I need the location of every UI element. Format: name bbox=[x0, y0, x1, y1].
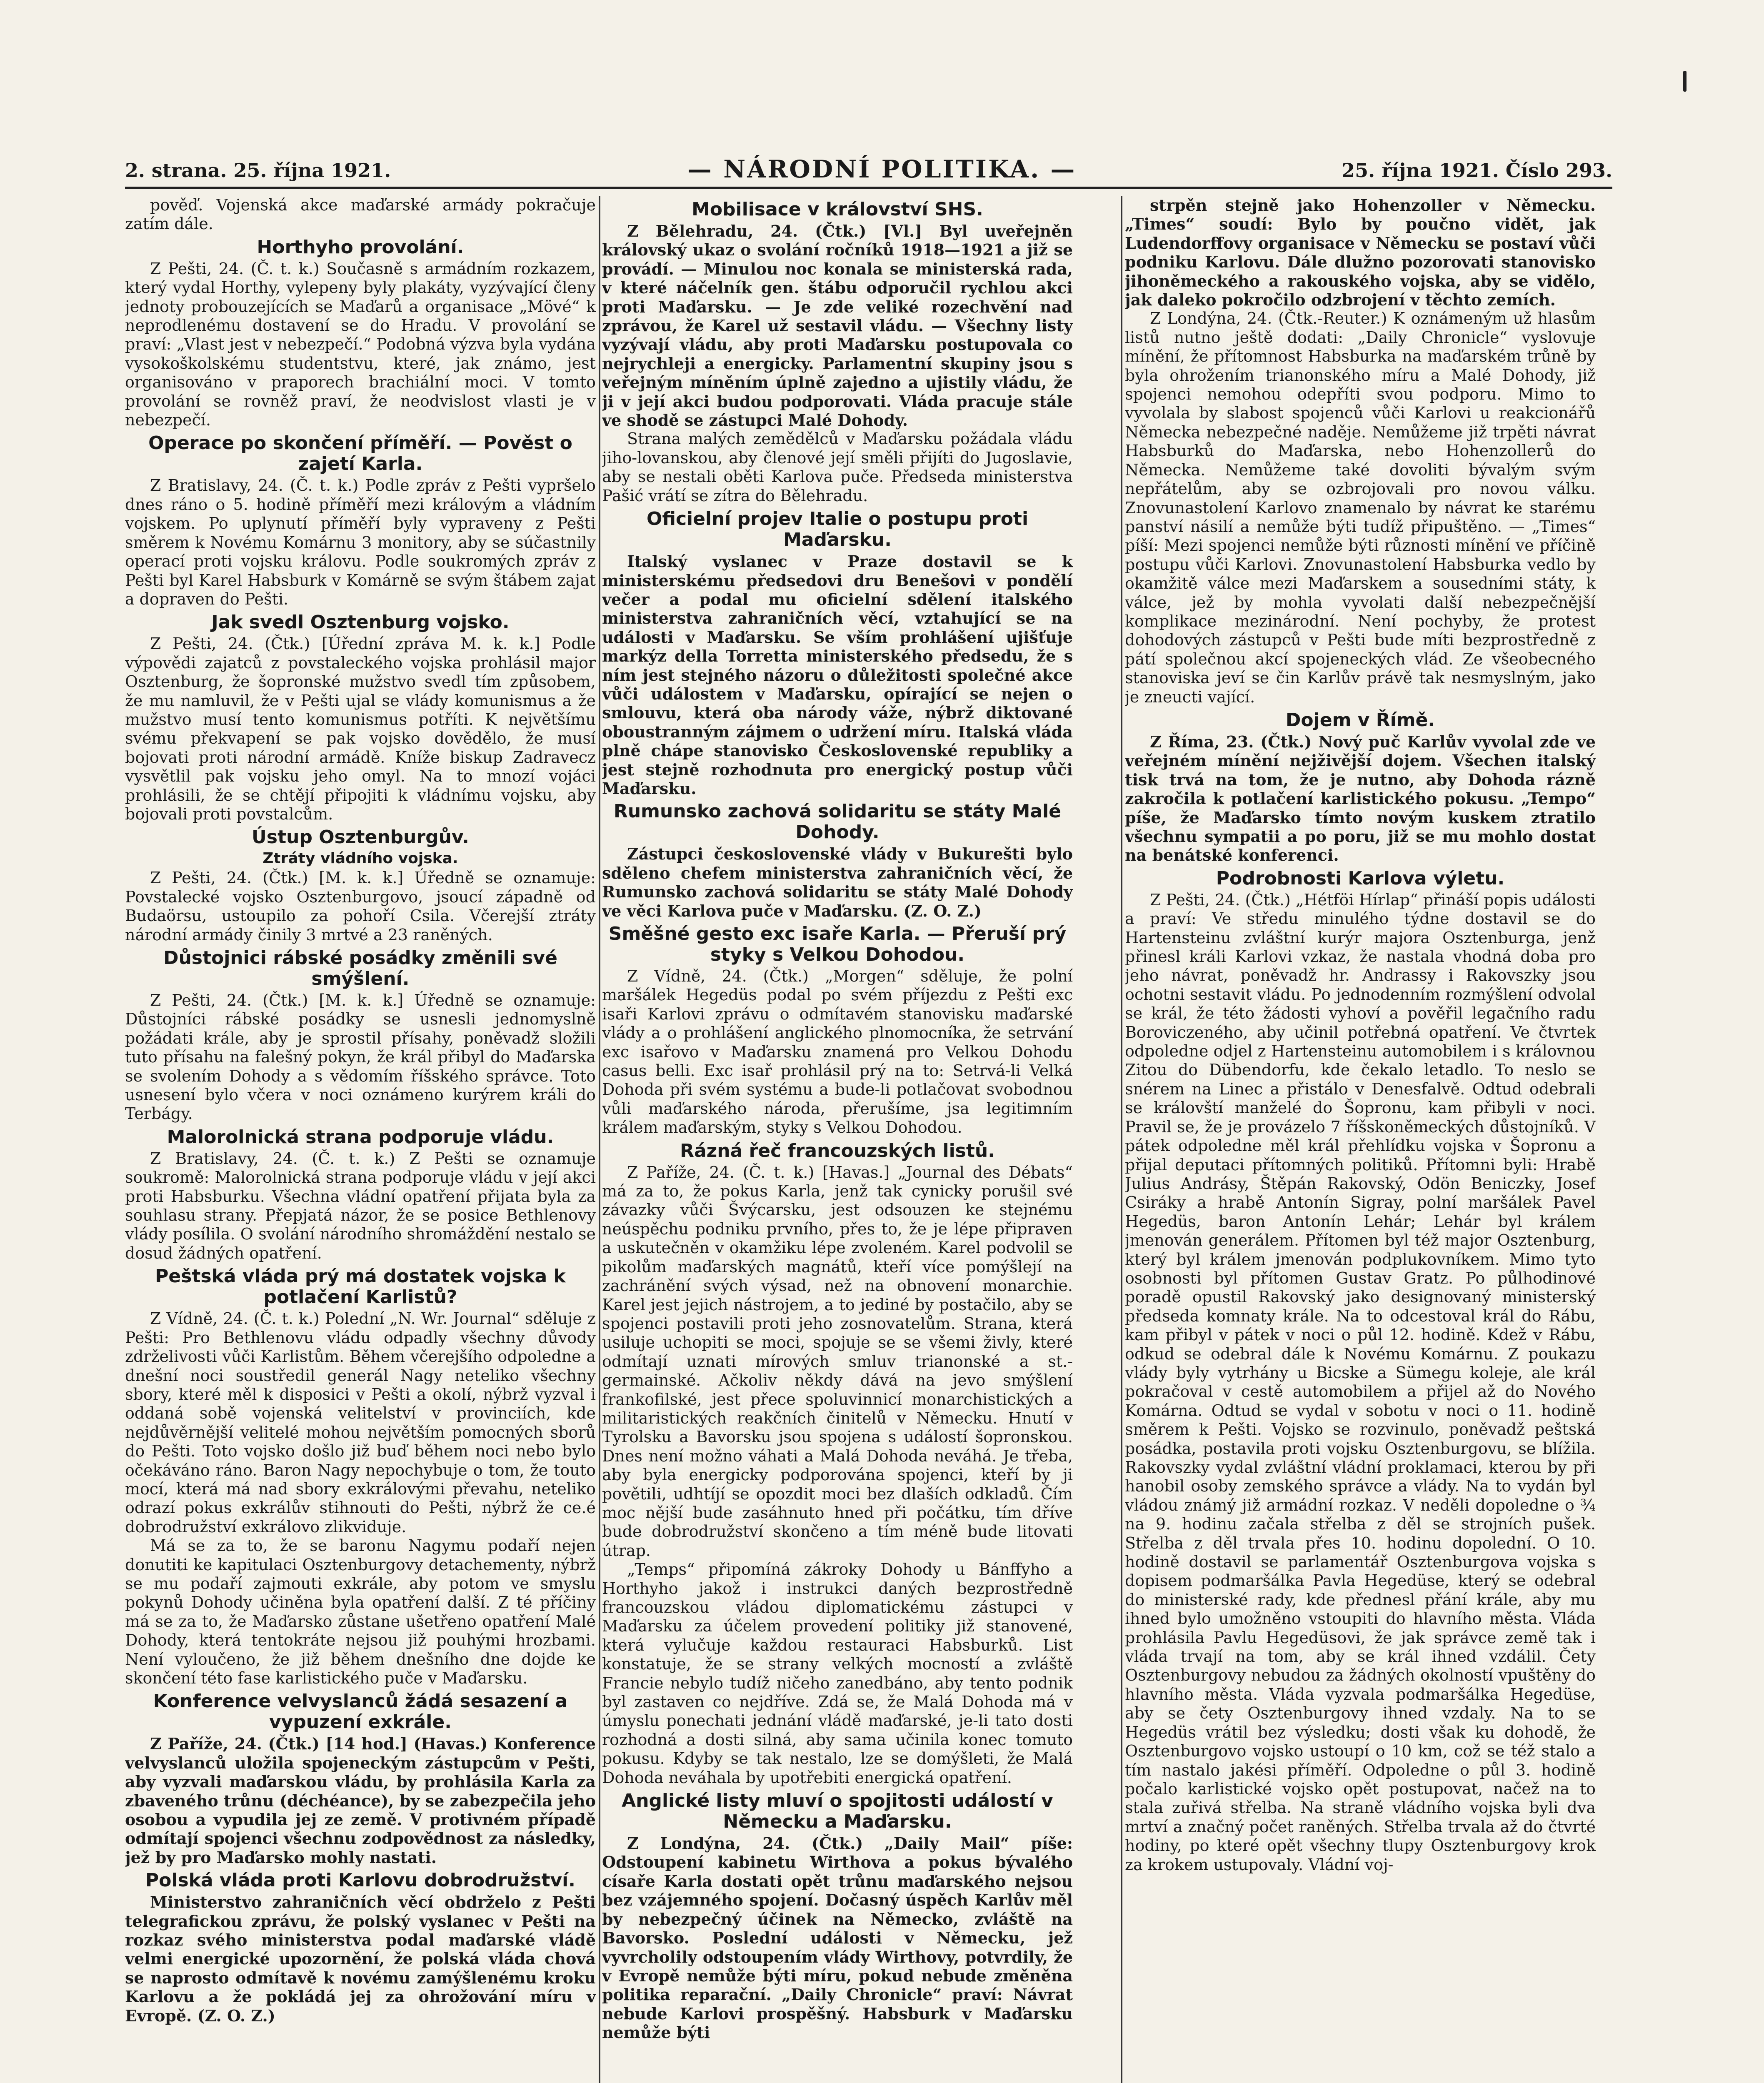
article-paragraph: Má se za to, že se baronu Nagymu podaří nejen donutiti ke kapitulaci Osztenburgovy detachementy, nýbrž se mu podaří zajmouti exkrále, aby potom ve smyslu pokynů Dohody učiněna byla opatření další. Z té příčiny má se za to, že Maďarsko zůstane ušetřeno opatření Malé Dohody, která tentokráte nejsou již pouhými hrozbami. Není vyloučeno, že již během dnešního dne dojde ke skončení této fase karlistického puče v Maďarsku. bbox=[125, 1536, 596, 1687]
article-paragraph: Z Bělehradu, 24. (Čtk.) [Vl.] Byl uveřejněn královský ukaz o svolání ročníků 1918—1921 a již se provádí. — Minulou noc konala se ministerská rada, v které náčelník gen. štábu odporučil rychlou akci proti Maďarsku. — Je zde veliké rozechvění nad zprávou, že Karel už sestavil vládu. — Všechny listy vyzývají vládu, aby proti Maďarsku postupovala co nejrychleji a energicky. Parlamentní skupiny jsou s veřejným míněním úplně zajedno a ujistily vládu, že ji v její akci budou podporovati. Vláda pracuje stále ve shodě se zástupci Malé Dohody. bbox=[602, 222, 1073, 430]
article-headline: Konference velvyslanců žádá sesazení a vypuzení exkrále. bbox=[153, 1691, 568, 1733]
article-paragraph: Z Bratislavy, 24. (Č. t. k.) Z Pešti se oznamuje soukromě: Malorolnická strana podporuje vládu v její akci proti Habsburku. Všechna vládní opatření přijata byla za souhlasu strany. Přepjatá názor, že se posice Bethlenovy vlády posílila. O svolání národního shromáždění nestalo se dosud žádných opatření. bbox=[125, 1149, 596, 1262]
article-headline: Operace po skončení příměří. — Pověst o zajetí Karla. bbox=[148, 432, 572, 475]
article-paragraph: Z Paříže, 24. (Č. t. k.) [Havas.] „Journal des Débats“ má za to, že pokus Karla, jenž tak cynicky porušil své závazky vůči Švýcarsku, jest odsouzen ke stejnému neúspěchu podniku prvního, přes to, že je lépe připraven a uskutečněn v okamžiku lépe zvoleném. Karel podvolil se pikolům maďarských magnátů, kteří více pomýšlejí na zachránění svých výsad, než na obnovení monarchie. Karel jest jejich nástrojem, a to jediné by postačilo, aby se spojenci postavili proti jeho zosnovatelům. Strana, která usiluje uchopiti se moci, spojuje se se všemi živly, které odmítají uznati mírových smluv trianonské a st.-germainské. Ačkoliv někdy dává na jevo smýšlení frankofilské, jest přece spoluvinnicí monarchistických a militaristických reakčních činitelů v Německu. Hnutí v Tyrolsku a Bavorsku jsou spojena s událostí šopronskou. Dnes není možno váhati a Malá Dohoda neváhá. Je třeba, aby byla energicky podporována spojenci, kteří by ji povětili, udhtíjí se opozdit moci bez dlaších odkladů. Čím moc nější bude zasáhnuto hned při počátku, tím dříve bude dobrodružství skončeno a tím méně bude litovati útrap. bbox=[602, 1163, 1073, 1560]
article-subheadline: Ztráty vládního vojska. bbox=[262, 850, 458, 867]
article-headline: Rázná řeč francouzských listů. bbox=[680, 1140, 995, 1161]
article-paragraph: Ministerstvo zahraničních věcí obdrželo z Pešti telegrafickou zprávu, že polský vyslanec v Pešti na rozkaz svého ministerstva podal maďarské vládě velmi energické upozornění, že polská vláda chová se naprosto odmítavě k novému zamýšlenému kroku Karlovu a že pokládá jej za ohrožování míru v Evropě. (Z. O. Z.) bbox=[125, 1893, 596, 2025]
page-header bbox=[125, 155, 1612, 184]
article-paragraph: Z Bratislavy, 24. (Č. t. k.) Podle zpráv z Pešti vypršelo dnes ráno o 5. hodině příměří mezi královým a vládním vojskem. Po uplynutí příměří byly vypraveny z Pešti směrem k Novému Komárnu 3 monitory, aby se súčastnily operací proti vojsku královu. Podle soukromých zpráv z Pešti byl Karel Habsburk v Komárně se svým štábem zajat a dopraven do Pešti. bbox=[125, 476, 596, 608]
article-paragraph: Z Říma, 23. (Čtk.) Nový puč Karlův vyvolal zde ve veřejném mínění nejživější dojem. Všechen italský tisk trvá na tom, že je nutno, aby Dohoda rázně zakročila k potlačení karlistického pokusu. „Tempo“ píše, že Maďarsko tímto novým kuskem ztratilo všechnu sympatii a po poru, již se mu mohlo dostat na benátské konferenci. bbox=[1125, 732, 1596, 865]
article-paragraph: Italský vyslanec v Praze dostavil se k ministerskému předsedovi dru Benešovi v pondělí večer a podal mu oficielní sdělení italského ministerstva zahraničních věcí, vztahující se na události v Maďarsku. Se vším prohlášení ujišťuje markýz della Torretta ministerského předsedu, že s ním jest stejného názoru o důležitosti společné akce vůči událostem v Maďarsku, opírající se nejen o smlouvu, která oba národy váže, nýbrž diktované oboustranným zájmem o udržení míru. Italská vláda plně chápe stanovisko Československé republiky a jest stejně rozhodnuta pro energický postup vůči Maďarsku. bbox=[602, 552, 1073, 798]
article-headline: Polská vláda proti Karlovu dobrodružství. bbox=[145, 1870, 575, 1891]
article-paragraph: Z Pešti, 24. (Čtk.) [M. k. k.] Úředně se oznamuje: Důstojníci rábské posádky se usnesli jednomyslně požádati krále, aby je sprostil přísahy, poněvadž složili tuto přísahu na falešný pokyn, že král přibyl do Maďarska se svolením Dohody a s vědomím říšského správce. Toto usnesení bylo včera v noci oznámeno kurýrem králi do Terbágy. bbox=[125, 991, 596, 1123]
column-divider bbox=[1121, 196, 1122, 2083]
article-paragraph: Zástupci československé vlády v Bukurešti bylo sděleno chefem ministerstva zahraničních věcí, že Rumunsko zachová solidaritu se státy Malé Dohody ve věci Karlova puče v Maďarsku. (Z. O. Z.) bbox=[602, 844, 1073, 920]
article-headline: Horthyho provolání. bbox=[257, 236, 464, 258]
article-headline: Důstojnici rábské posádky změnili své smýšlení. bbox=[163, 947, 557, 989]
article-headline: Oficielní projev Italie o postupu proti Maďarsku. bbox=[646, 508, 1029, 551]
column-3 bbox=[1125, 196, 1596, 2083]
article-headline: Anglické listy mluví o spojitosti událostí v Německu a Maďarsku. bbox=[622, 1790, 1053, 1833]
article-paragraph: Z Londýna, 24. (Čtk.) „Daily Mail“ píše: Odstoupení kabinetu Wirthova a pokus bývalého císaře Karla dostati opět trůnu maďarského nejsou bez vzájemného spojení. Dočasný úspěch Karlův měl by nebezpečný účinek na Německo, zvláště na Bavorsko. Poslední události v Německu, jež vyvrcholily odstoupením vlády Wirthovy, potvrdily, že v Evropě nemůže býti míru, pokud nebude změněna politika reparační. „Daily Chronicle“ praví: Návrat nebude Karlovi prospěšný. Habsburk v Maďarsku nemůže býti bbox=[602, 1834, 1073, 2042]
article-paragraph: Z Vídně, 24. (Č. t. k.) Polední „N. Wr. Journal“ sděluje z Pešti: Pro Bethlenovu vládu odpadly všechny důvody zdrželivosti vůči Karlistům. Během včerejšího odpoledne a dnešní noci soustředil generál Nagy neteliko všechny sbory, které měl k disposici v Pešti a okolí, nýbrž vyzval i oddaná sobě vojenská velitelství v provinciích, kde nejdůvěrnější velitelé mohou největším pomocných sborů do Pešti. Toto vojsko došlo již buď během noci nebo bylo očekáváno ráno. Baron Nagy nepochybuje o tom, že touto mocí, která má nad sbory exkrálovými převahu, neteliko odrazí pokus exkrálův stihnouti do Pešti, nýbrž že ce.é dobrodružství exkrálovo zlikviduje. bbox=[125, 1309, 596, 1536]
column-1 bbox=[125, 196, 596, 2083]
article-paragraph: Z Pešti, 24. (Čtk.) [M. k. k.] Úředně se oznamuje: Povstalecké vojsko Osztenburgovo, jsoucí západně od Budaörsu, ustoupilo za pohoří Csila. Včerejší ztráty národní armády činily 3 mrtvé a 23 raněných. bbox=[125, 869, 596, 944]
article-headline: Podrobnosti Karlova výletu. bbox=[1216, 867, 1505, 889]
article-headline: Ústup Osztenburgův. bbox=[252, 827, 469, 848]
column-divider bbox=[599, 196, 600, 2083]
header-rule bbox=[125, 187, 1612, 189]
article-paragraph: Z Vídně, 24. (Čtk.) „Morgen“ sděluje, že polní maršálek Hegedüs podal po svém příjezdu z Pešti exc isaři Karlovi zprávu o odmítavém stanovisku maďarské vlády a o prohlášení anglického plnomocníka, že setrvání exc isařovo v Maďarsku znamená pro Velkou Dohodu casus belli. Exc isař prohlásil prý na to: Setrvá-li Velká Dohoda při svém systému a bude-li potlačovat svobodnou vůli maďarského národa, přerušíme, jsa legitimním králem maďarským, styky s Velkou Dohodou. bbox=[602, 967, 1073, 1137]
header-left-date: 2. strana. 25. října 1921. bbox=[125, 159, 391, 182]
article-paragraph: „Temps“ připomíná zákroky Dohody u Bánffyho a Horthyho jakož i instrukci daných bezprostředně francouzskou vládou diplomatickému zástupci v Maďarsku za účelem provedení politiky již stanovené, která vylučuje každou restauraci Habsburků. List konstatuje, že se strany velkých mocností a zvláště Francie nebylo tudíž ničeho zanedbáno, aby tento podnik byl zastaven co nejdříve. Zdá se, že Malá Dohoda má v úmyslu ponechati jednání vládě maďarské, je-li tato dosti rozhodná a dosti silná, aby sama učinila konec tomuto pokusu. Kdyby se tak nestalo, lze se domýšleti, že Malá Dohoda neváhala by upotřebiti energická opatření. bbox=[602, 1560, 1073, 1787]
article-headline: Dojem v Římě. bbox=[1285, 709, 1435, 731]
article-paragraph: strpěn stejně jako Hohenzoller v Německu. „Times“ soudí: Bylo by poučno vidět, jak Ludendorffovy organisace v Německu se postaví vůči podniku Karlovu. Dále dlužno pozorovati stanovisko jihoněmeckého a rakouského vojska, aby se vidělo, jak daleko pokročilo odzbrojení v těchto zemích. bbox=[1125, 196, 1596, 310]
article-paragraph: Z Londýna, 24. (Čtk.-Reuter.) K oznámeným už hlasům listů nutno ještě dodati: „Daily Chronicle“ vyslovuje mínění, že přítomnost Habsburka na maďarském trůně by byla ohrožením trianonského míru a Malé Dohody, již spojenci nemohou odepříti svou podporu. Mimo to vyvolala by slabost spojenců vůči Karlovi u reakcionářů Německa nebezpečné naděje. Nemůžeme již trpěti návrat Habsburků do Maďarska, nebo Hohenzollerů do Německa. Nemůžeme také dovoliti bývalým svým nepřátelům, aby se ozbrojovali pro novou válku. Znovunastolení Karlovo znamenalo by návrat ke starému panství násilí a nemůže býti tudíž připuštěno. — „Times“ píší: Mezi spojenci nemůže býti různosti mínění ve příčině postupu vůči Karlovi. Znovunastolení Habsburka vedlo by okamžitě válce mezi Maďarskem a sousedními státy, k válce, jež by mohla vyvolati další nebezpečnější komplikace mezinárodní. Není pochyby, že protest dohodových zástupců v Pešti bude míti bezprostředně z pátí společnou akcí spojeneckých vlád. Ze všeobecného stanoviska jeví se čin Karlův právě tak nesmyslným, jako je zneucti vající. bbox=[1125, 309, 1596, 706]
article-headline: Malorolnická strana podporuje vládu. bbox=[167, 1126, 554, 1148]
header-right-issue: 25. října 1921. Číslo 293. bbox=[1342, 159, 1612, 182]
article-headline: Rumunsko zachová solidaritu se státy Malé Dohody. bbox=[613, 801, 1062, 843]
column-2 bbox=[602, 196, 1073, 2083]
article-paragraph: Z Pešti, 24. (Č. t. k.) Současně s armádním rozkazem, který vydal Horthy, vylepeny byly plakáty, vyzývající členy jednoty probouzejících se Maďarů a organisace „Mövé“ k neprodlenému dostavení se do Hradu. V provolání se praví: „Vlast jest v nebezpečí.“ Podobná výzva byla vydána vysokoškolskému studentstvu, které, jak známo, jest organisováno v praporech brachiální moci. V tomto provolání se rovněž praví, že neodvislost vlasti je v nebezpečí. bbox=[125, 259, 596, 430]
newspaper-title: — NÁRODNÍ POLITIKA. — bbox=[687, 155, 1077, 183]
article-headline: Jak svedl Osztenburg vojsko. bbox=[211, 612, 510, 633]
article-paragraph: Z Pešti, 24. (Čtk.) „Hétföi Hírlap“ přináší popis události a praví: Ve středu minulého týdne dostavil se do Hartensteinu zvláštní kurýr majora Osztenburga, jenž přinesl králi Karlovi vzkaz, že nastala vhodná doba pro jeho návrat, poněvadž hr. Andrassy i Rakovszky jsou ochotni sestavit vládu. Po jednodenním rozmýšlení odvolal se král, že této žádosti vyhoví a pověřil legačního radu Boroviczeného, aby učinil potřebná opatření. Ve čtvrtek odpoledne odjel z Hartensteinu automobilem i s královnou Zitou do Dübendorfu, kde čekalo letadlo. To neslo se snérem na Linec a přistálo v Denesfalvě. Odtud odebrali se královští manželé do Šopronu, kam přibyli v noci. Pravil se, že je provázelo 7 říšskoněmeckých důstojníků. V pátek odpoledne měl král přehlídku vojska v Šopronu a přijal deputaci přítomných politiků. Přítomni byli: Hrabě Julius Andrásy, Štěpán Rakovský, Odön Beniczky, Josef Csiráky a hrabě Antonín Sigray, polní maršálek Pavel Hegedüs, baron Antonín Lehár; Lehár byl králem jmenován generálem. Přítomen byl též major Osztenburg, který byl králem jmenován podplukovníkem. Mimo tyto osobnosti byl přítomen Gustav Gratz. Po půlhodinové poradě opustil Rakovský jako designovaný ministerský předseda komnaty krále. Na to odcestoval král do Rábu, kam přibyl v pátek v noci o půl 12. hodině. Kdež v Rábu, odkud se odebral dále k Novému Komárnu. Z poukazu vlády byly vytrhány u Bicske a Sümegu koleje, ale král pokračoval v cestě automobilem a přijel až do Nového Komárna. Odtud se vydal v sobotu v noci o 11. hodině směrem k Pešti. Vojsko se rozvinulo, poněvadž peštská posádka, postavila proti vojsku Osztenburgovu, se blížila. Rakovszky vydal zvláštní vládní proklamaci, kterou by při hanobil osoby zemského správce a vlády. Na to vydán byl vládou známý již armádní rozkaz. V neděli dopoledne o ¾ na 9. hodinu začala střelba z děl se strojních pušek. Střelba z děl trvala přes 10. hodinu dopolední. O 10. hodině dostavil se parlamentář Osztenburgova vojska s dopisem podmaršálka Pavla Hegedüse, který se odebral do ministerské rady, kde přednesl přání krále, aby mu ihned bylo umožněno vstoupiti do hlavního města. Vláda prohlásila Pavlu Hegedüsovi, že jak správce země tak i vláda trvají na tom, aby se král ihned vzdálil. Čety Osztenburgovy nebudou za žádných okolností vpuštěny do hlavního města. Vláda vyzvala podmaršálka Hegedüse, aby se čety Osztenburgovy ihned vzdaly. Na to se Hegedüs vrátil bez výsledku; dosti však ku dohodě, že Osztenburgovo vojsko ustoupí o 10 km, což se též stalo a tím nastalo jakési příměří. Odpoledne o půl 3. hodině počalo karlistické vojsko opět postupovat, načež na to stala zuřivá střelba. Na straně vládního vojska byli dva mrtví a značný počet raněných. Střelba trvala až do čtvrté hodiny, po které opět všechny tlupy Osztenburgovy krok za krokem ustupovaly. Vládní voj- bbox=[1125, 890, 1596, 1874]
article-headline: Mobilisace v království SHS. bbox=[692, 199, 983, 220]
article-paragraph: Z Pešti, 24. (Čtk.) [Úřední zpráva M. k. k.] Podle výpovědi zajatců z povstaleckého vojska prohlásil major Osztenburg, že šopronské mužstvo svedl tím způsobem, že mu namluvil, že v Pešti ujal se vlády komunismus a že mužstvo musí tento komunismus potříti. K největšímu svému překvapení se pak vojsko dovědělo, že musí bojovati proti národní armádě. Kníže biskup Zadravecz vysvětlil pak vojsku jeho omyl. Na to mnozí vojáci prohlásili, že se chtějí připojiti k vládnímu vojsku, aby bojovali proti povstalcům. bbox=[125, 634, 596, 823]
article-headline: Směšné gesto exc isaře Karla. — Přeruší prý styky s Velkou Dohodou. bbox=[608, 923, 1067, 965]
edge-mark bbox=[1683, 71, 1687, 92]
article-paragraph: Strana malých zemědělců v Maďarsku požádala vládu jiho-lovanskou, aby členové její směli přijíti do Jugoslavie, aby se nestali oběti Karlova puče. Předseda ministerstva Pašić vrátí se zítra do Bělehradu. bbox=[602, 430, 1073, 505]
article-headline: Peštská vláda prý má dostatek vojska k potlačení Karlistů? bbox=[155, 1266, 566, 1308]
article-paragraph: Z Paříže, 24. (Čtk.) [14 hod.] (Havas.) Konference velvyslanců uložila spojeneckým zástupcům v Pešti, aby vyzvali maďarskou vládu, by prohlásila Karla za zbaveného trůnu (déchéance), by se zabezpečila jeho osobou a vypudila jej ze země. V protivném případě odmítají spojenci všechnu zodpovědnost za následky, jež by pro Maďarsko mohly nastati. bbox=[125, 1734, 596, 1867]
article-paragraph: pověď. Vojenská akce maďarské armády pokračuje zatím dále. bbox=[125, 196, 596, 233]
